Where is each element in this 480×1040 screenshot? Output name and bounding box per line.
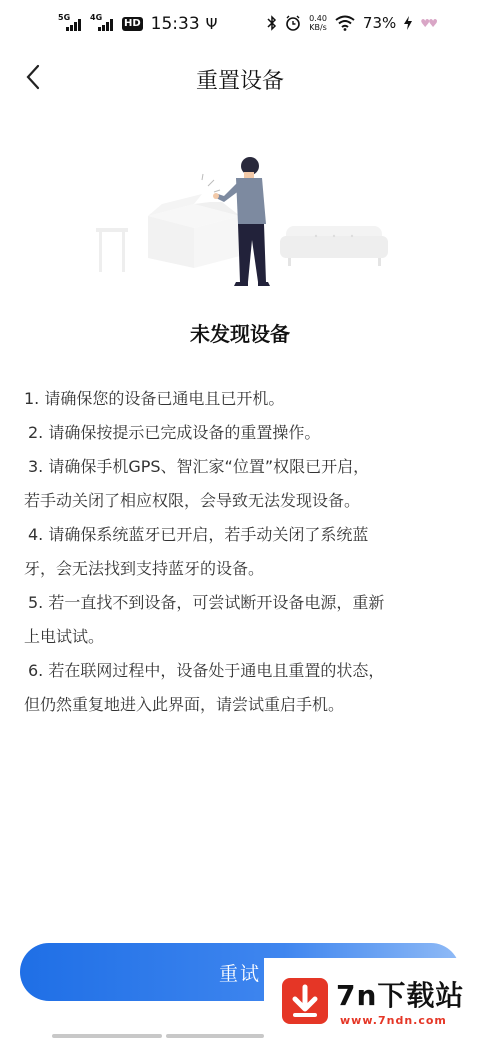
signal-icon [58,15,84,33]
tip-line: 上电试试。 [24,627,105,646]
charging-icon [404,16,412,30]
box-illustration [148,194,240,268]
watermark-name: 7n下载站 [336,979,465,1012]
sparkle-illustration [202,174,220,192]
net-speed-value: 0.40 [309,14,327,23]
sofa-illustration [280,226,388,266]
status-left [58,14,217,34]
hearts-icon: ♥♥ [420,16,436,30]
tip-line: 1. 请确保您的设备已通电且已开机。 [24,389,285,408]
net-speed [309,14,327,32]
page-title: 重置设备 [195,69,284,94]
usb-icon: Ψ [205,15,218,33]
table-illustration [96,228,128,272]
empty-state-title: 未发现设备 [190,322,290,346]
sim2-tag: 4G [90,13,103,22]
tip-line: 牙，会无法找到支持蓝牙的设备。 [24,559,265,578]
tip-line: 若手动关闭了相应权限，会导致无法发现设备。 [24,491,361,510]
download-logo-icon [282,978,328,1024]
tip-line: 2. 请确保按提示已完成设备的重置操作。 [28,423,321,442]
tips-list [24,382,456,722]
sim1-tag: 5G [58,13,71,22]
no-device-illustration [90,150,390,290]
status-time: 15:33 [150,14,200,34]
retry-button-label: 重试 [218,962,261,985]
net-speed-unit: KB/s [309,23,327,32]
tip-line: 6. 若在联网过程中，设备处于通电且重置的状态， [28,661,385,680]
gesture-bar [52,1034,162,1038]
bluetooth-icon [267,15,277,31]
tip-line: 4. 请确保系统蓝牙已开启，若手动关闭了系统蓝 [28,525,369,544]
tip-line: 5. 若一直找不到设备，可尝试断开设备电源，重新 [28,593,385,612]
header [0,52,480,104]
watermark [264,958,480,1040]
wifi-icon [335,15,355,31]
alarm-icon [285,15,301,31]
hd-badge: HD [124,18,141,29]
watermark-url: www.7ndn.com [340,1014,447,1027]
battery-percent: 73% [362,14,397,32]
tip-line: 但仍然重复地进入此界面，请尝试重启手机。 [24,695,345,714]
gesture-bar-right [166,1034,264,1038]
status-bar [0,0,480,52]
status-right [267,14,436,32]
signal-icon-2 [90,15,116,33]
tip-line: 3. 请确保手机GPS、智汇家“位置”权限已开启， [28,457,370,476]
